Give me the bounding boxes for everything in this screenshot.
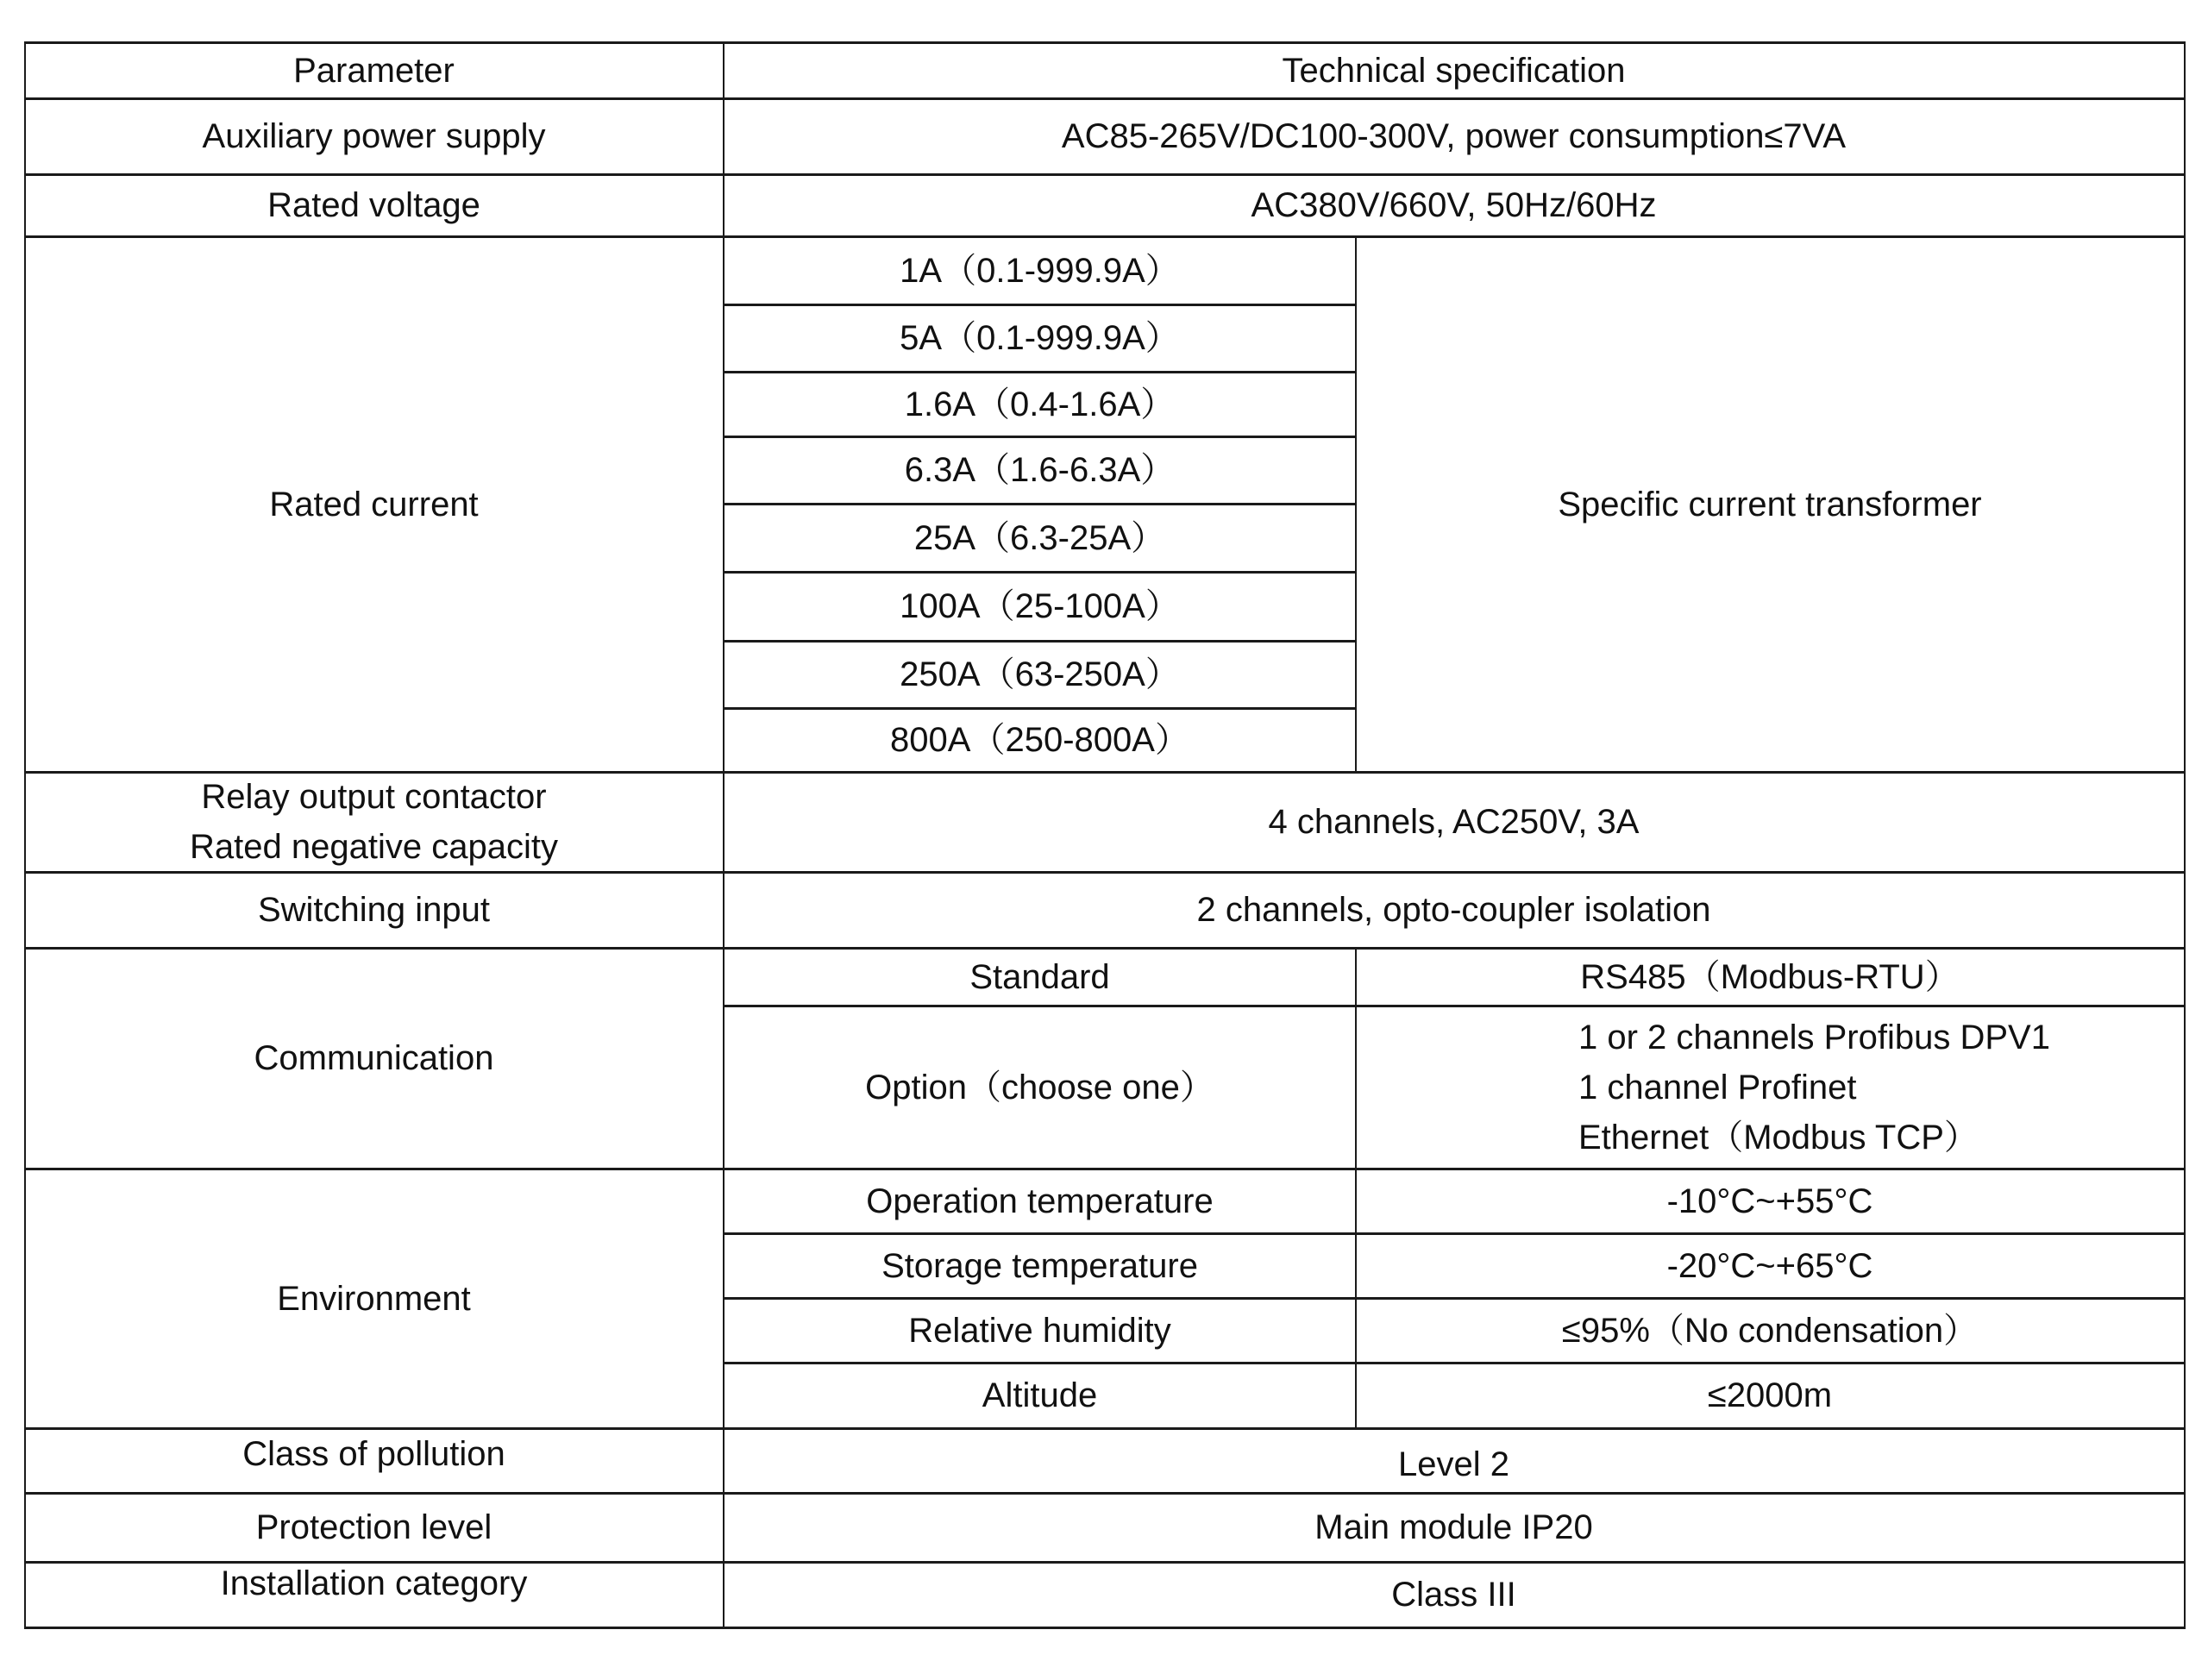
communication-option-item: 1 or 2 channels Profibus DPV1: [1578, 1018, 2050, 1056]
row-divider: [24, 97, 2186, 100]
switching-input-label: Switching input: [257, 891, 491, 929]
table-border: [24, 41, 2186, 44]
communication-option-item: 1 channel Profinet: [1578, 1068, 1857, 1106]
environment-item-value: ≤2000m: [1707, 1376, 1833, 1414]
communication-option-values: [1356, 1006, 2184, 1169]
subrow-divider: [724, 707, 1356, 710]
rated-voltage-label: Rated voltage: [267, 186, 480, 224]
row-divider: [24, 1168, 2186, 1170]
subrow-divider: [724, 1362, 2186, 1364]
table-border: [24, 41, 26, 1629]
rated-current-label: Rated current: [269, 485, 479, 523]
environment-item-label: Altitude: [982, 1376, 1098, 1414]
rated-current-option: 5A（0.1-999.9A）: [900, 319, 1180, 357]
column-divider: [1355, 235, 1357, 772]
row-divider: [24, 1561, 2186, 1564]
subrow-divider: [724, 571, 1356, 574]
subrow-divider: [724, 304, 1356, 306]
rated-current-option: 800A（250-800A）: [890, 721, 1189, 759]
table-border: [2184, 41, 2186, 1629]
relay-output-label-line2: Rated negative capacity: [190, 828, 558, 866]
subrow-divider: [724, 436, 1356, 438]
communication-standard-label: Standard: [969, 957, 1110, 996]
rated-current-option: 1.6A（0.4-1.6A）: [904, 385, 1176, 423]
environment-item-value: -20°C~+65°C: [1666, 1246, 1873, 1285]
switching-input-value: 2 channels, opto-coupler isolation: [1196, 891, 1711, 929]
table-border: [24, 1627, 2186, 1629]
auxiliary-power-value: AC85-265V/DC100-300V, power consumption≤7VA: [1061, 117, 1847, 155]
row-divider: [24, 173, 2186, 176]
subrow-divider: [724, 503, 1356, 505]
rated-voltage-value: AC380V/660V, 50Hz/60Hz: [1251, 186, 1657, 224]
relay-output-label-line1: Relay output contactor: [201, 778, 547, 816]
row-divider: [24, 771, 2186, 774]
relay-output-value: 4 channels, AC250V, 3A: [1268, 803, 1640, 841]
subrow-divider: [724, 1005, 2186, 1007]
header-specification: Technical specification: [1282, 51, 1626, 90]
pollution-label: Class of pollution: [242, 1434, 505, 1473]
rated-current-option: 100A（25-100A）: [900, 587, 1180, 625]
auxiliary-power-label: Auxiliary power supply: [202, 117, 546, 155]
row-divider: [24, 947, 2186, 950]
environment-label: Environment: [277, 1279, 471, 1318]
subrow-divider: [724, 640, 1356, 643]
rated-current-note: Specific current transformer: [1558, 485, 1982, 523]
row-divider: [24, 871, 2186, 874]
environment-item-label: Storage temperature: [881, 1246, 1198, 1285]
environment-item-value: -10°C~+55°C: [1666, 1182, 1873, 1220]
installation-label: Installation category: [220, 1564, 528, 1602]
installation-value: Class III: [1391, 1576, 1516, 1614]
environment-item-label: Relative humidity: [908, 1311, 1171, 1350]
rated-current-option: 6.3A（1.6-6.3A）: [904, 451, 1176, 489]
subrow-divider: [724, 1232, 2186, 1235]
subrow-divider: [724, 1297, 2186, 1300]
communication-option-item: Ethernet（Modbus TCP）: [1578, 1118, 1979, 1157]
rated-current-option: 250A（63-250A）: [900, 655, 1180, 693]
environment-item-value: ≤95%（No condensation）: [1561, 1311, 1979, 1350]
communication-label: Communication: [254, 1039, 494, 1077]
header-parameter: Parameter: [293, 51, 455, 90]
row-divider: [24, 1427, 2186, 1430]
subrow-divider: [724, 371, 1356, 373]
communication-standard-value: RS485（Modbus-RTU）: [1580, 957, 1960, 996]
row-divider: [24, 1492, 2186, 1495]
column-divider: [1355, 947, 1357, 1428]
environment-item-label: Operation temperature: [866, 1182, 1214, 1220]
row-divider: [24, 235, 2186, 238]
rated-current-option: 25A（6.3-25A）: [913, 518, 1166, 557]
rated-current-option: 1A（0.1-999.9A）: [900, 251, 1180, 290]
communication-option-label: Option（choose one）: [865, 1068, 1214, 1106]
relay-output-label: [24, 772, 724, 872]
column-divider: [723, 41, 724, 1629]
protection-label: Protection level: [255, 1508, 492, 1546]
pollution-value: Level 2: [1398, 1445, 1509, 1483]
protection-value: Main module IP20: [1314, 1508, 1593, 1546]
